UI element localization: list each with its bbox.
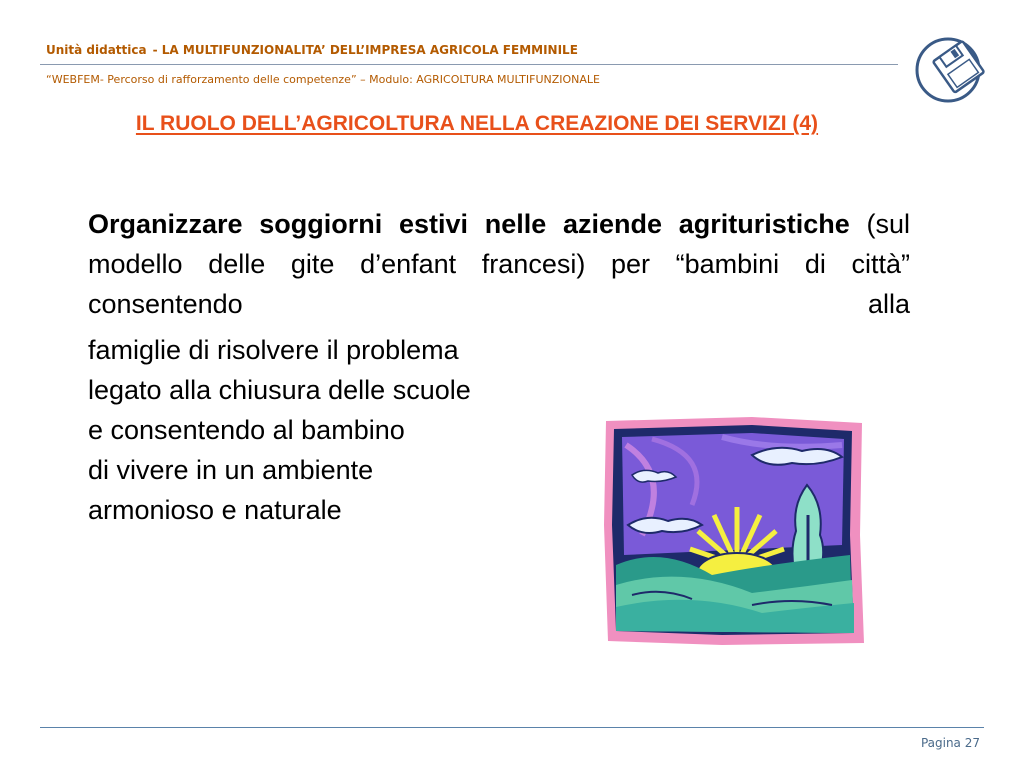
body-lead-rest: (sul modello delle gite d’enfant francesi) per “bambini di città” consentendo alla <box>88 209 910 319</box>
body-line: armonioso e naturale <box>88 495 342 525</box>
header-subtitle: “WEBFEM- Percorso di rafforzamento delle competenze” – Modulo: AGRICOLTURA MULTIFUNZIONALE <box>46 73 600 86</box>
body-line: famiglie di risolvere il problema <box>88 335 459 365</box>
body-line: di vivere in un ambiente <box>88 455 374 485</box>
sunrise-landscape-clipart <box>602 415 866 647</box>
body-bold-lead: Organizzare soggiorni estivi nelle aziende agrituristiche <box>88 209 850 239</box>
unit-label: Unità didattica <box>46 43 147 57</box>
footer-divider <box>40 727 984 728</box>
body-line: legato alla chiusura delle scuole <box>88 375 471 405</box>
unit-title: - LA MULTIFUNZIONALITA’ DELL’IMPRESA AGRICOLA FEMMINILE <box>152 43 578 57</box>
header-divider <box>40 64 898 65</box>
slide-title: IL RUOLO DELL’AGRICOLTURA NELLA CREAZIONE DEI SERVIZI (4) <box>135 112 819 135</box>
body-line: e consentendo al bambino <box>88 415 405 445</box>
floppy-disk-icon <box>910 32 992 106</box>
body-lines <box>88 330 471 530</box>
page-number: Pagina 27 <box>920 736 980 750</box>
header-unit-line <box>46 43 578 57</box>
body-paragraph <box>88 204 910 324</box>
